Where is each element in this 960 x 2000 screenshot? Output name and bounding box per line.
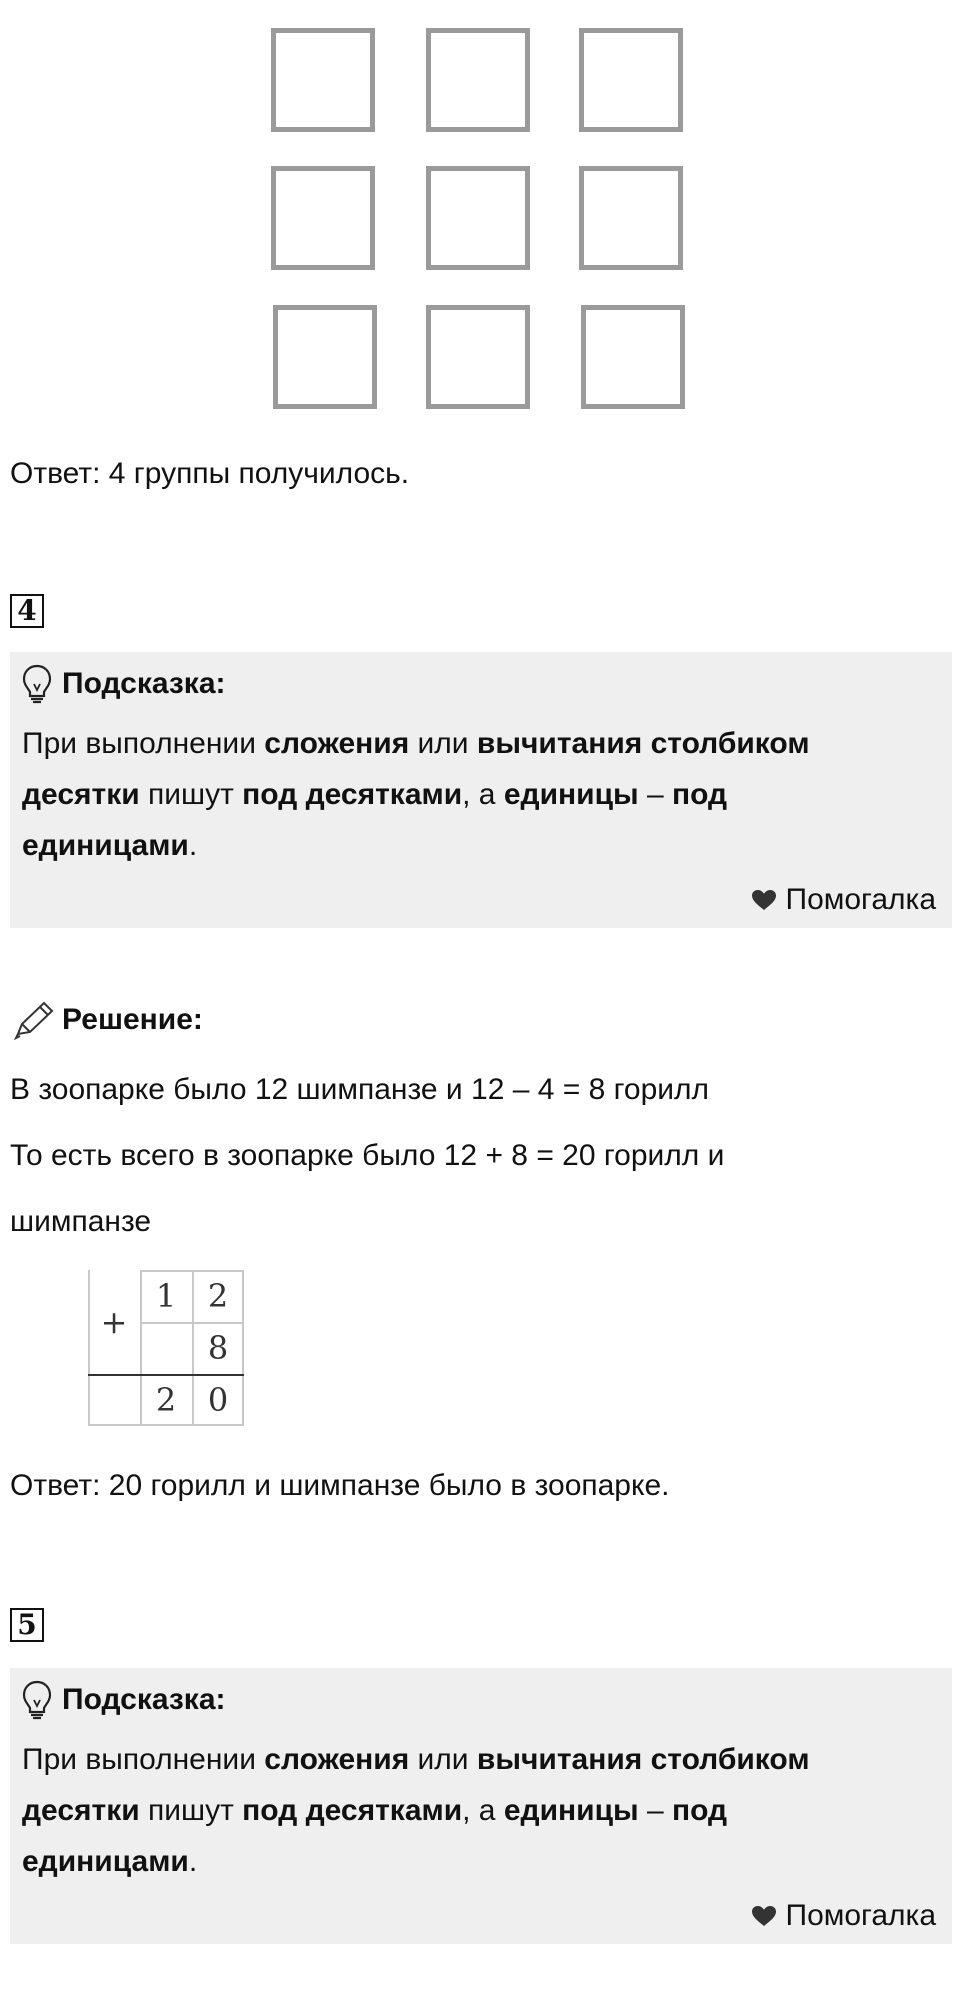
hint-text-bold: единицы [503, 778, 639, 811]
hint-text-part: пишут [139, 1794, 243, 1827]
answer-text: Ответ: 20 горилл и шимпанзе было в зоопарке. [10, 1469, 670, 1502]
result-cell: 2 [155, 1381, 177, 1419]
result-cell: 0 [207, 1381, 229, 1419]
hint-text-part: или [409, 1743, 477, 1776]
answer-text: Ответ: 4 группы получилось. [10, 457, 410, 490]
hint-text-bold: десятки [22, 778, 140, 811]
lightbulb-icon [22, 664, 52, 704]
hint-text-part: – [638, 778, 672, 811]
pomogalka-link[interactable] [750, 880, 937, 920]
hint-text-part: пишут [139, 778, 243, 811]
hint-text-bold: сложения [264, 1743, 410, 1776]
column-addition [88, 1270, 244, 1426]
digit-cell [140, 1322, 192, 1374]
hint-text-part: , а [462, 778, 504, 811]
hint-text-bold: под [672, 778, 728, 811]
hint-text [22, 718, 922, 871]
lightbulb-icon [22, 1680, 52, 1720]
hint-text-part: При выполнении [22, 1743, 265, 1776]
hint-text-part: . [188, 829, 198, 862]
operator-cell: + [100, 1303, 128, 1341]
square [426, 28, 530, 132]
solution-line: В зоопарке было 12 шимпанзе и 12 – 4 = 8 горилл [10, 1073, 710, 1106]
hint-text-bold: под десятками [242, 1794, 463, 1827]
hint-text-part: – [638, 1794, 672, 1827]
solution-line: шимпанзе [10, 1205, 152, 1238]
hint-title: Подсказка: [62, 1683, 226, 1716]
square [271, 28, 375, 132]
solution-title: Решение: [62, 1003, 203, 1036]
square [271, 166, 375, 270]
pomogalka-label: Помогалка [785, 1899, 936, 1932]
hint-text [22, 1734, 922, 1887]
hint-text-bold: единицами [22, 829, 189, 862]
digit-cell: 8 [207, 1329, 229, 1367]
hint-text-bold: единицы [503, 1794, 639, 1827]
digit-cell: 2 [207, 1277, 229, 1315]
hint-text-bold: под десятками [242, 778, 463, 811]
hint-text-bold: десятки [22, 1794, 140, 1827]
square [579, 28, 683, 132]
hint-text-part: , а [462, 1794, 504, 1827]
hint-box [10, 652, 952, 928]
square [273, 305, 377, 409]
task-number: 5 [10, 1608, 44, 1642]
hint-text-part: . [188, 1845, 198, 1878]
hint-text-bold: вычитания столбиком [476, 1743, 810, 1776]
task-number: 4 [10, 594, 44, 628]
square [581, 305, 685, 409]
solution-header [12, 998, 203, 1042]
square [426, 305, 530, 409]
hint-text-bold: вычитания столбиком [476, 727, 810, 760]
hint-text-part: или [409, 727, 477, 760]
pomogalka-link[interactable] [750, 1896, 937, 1936]
hint-title: Подсказка: [62, 667, 226, 700]
hint-text-bold: единицами [22, 1845, 189, 1878]
hint-text-bold: сложения [264, 727, 410, 760]
hint-text-part: При выполнении [22, 727, 265, 760]
heart-icon [750, 1904, 778, 1928]
hint-text-bold: под [672, 1794, 728, 1827]
square [579, 166, 683, 270]
heart-icon [750, 888, 778, 912]
square [426, 166, 530, 270]
solution-line: То есть всего в зоопарке было 12 + 8 = 20 горилл и [10, 1139, 725, 1172]
hint-header [22, 662, 226, 706]
digit-cell: 1 [155, 1277, 177, 1315]
pencil-icon [12, 1000, 56, 1040]
pomogalka-label: Помогалка [785, 883, 936, 916]
hint-box [10, 1668, 952, 1944]
grid-line [88, 1270, 90, 1426]
hint-header [22, 1678, 226, 1722]
